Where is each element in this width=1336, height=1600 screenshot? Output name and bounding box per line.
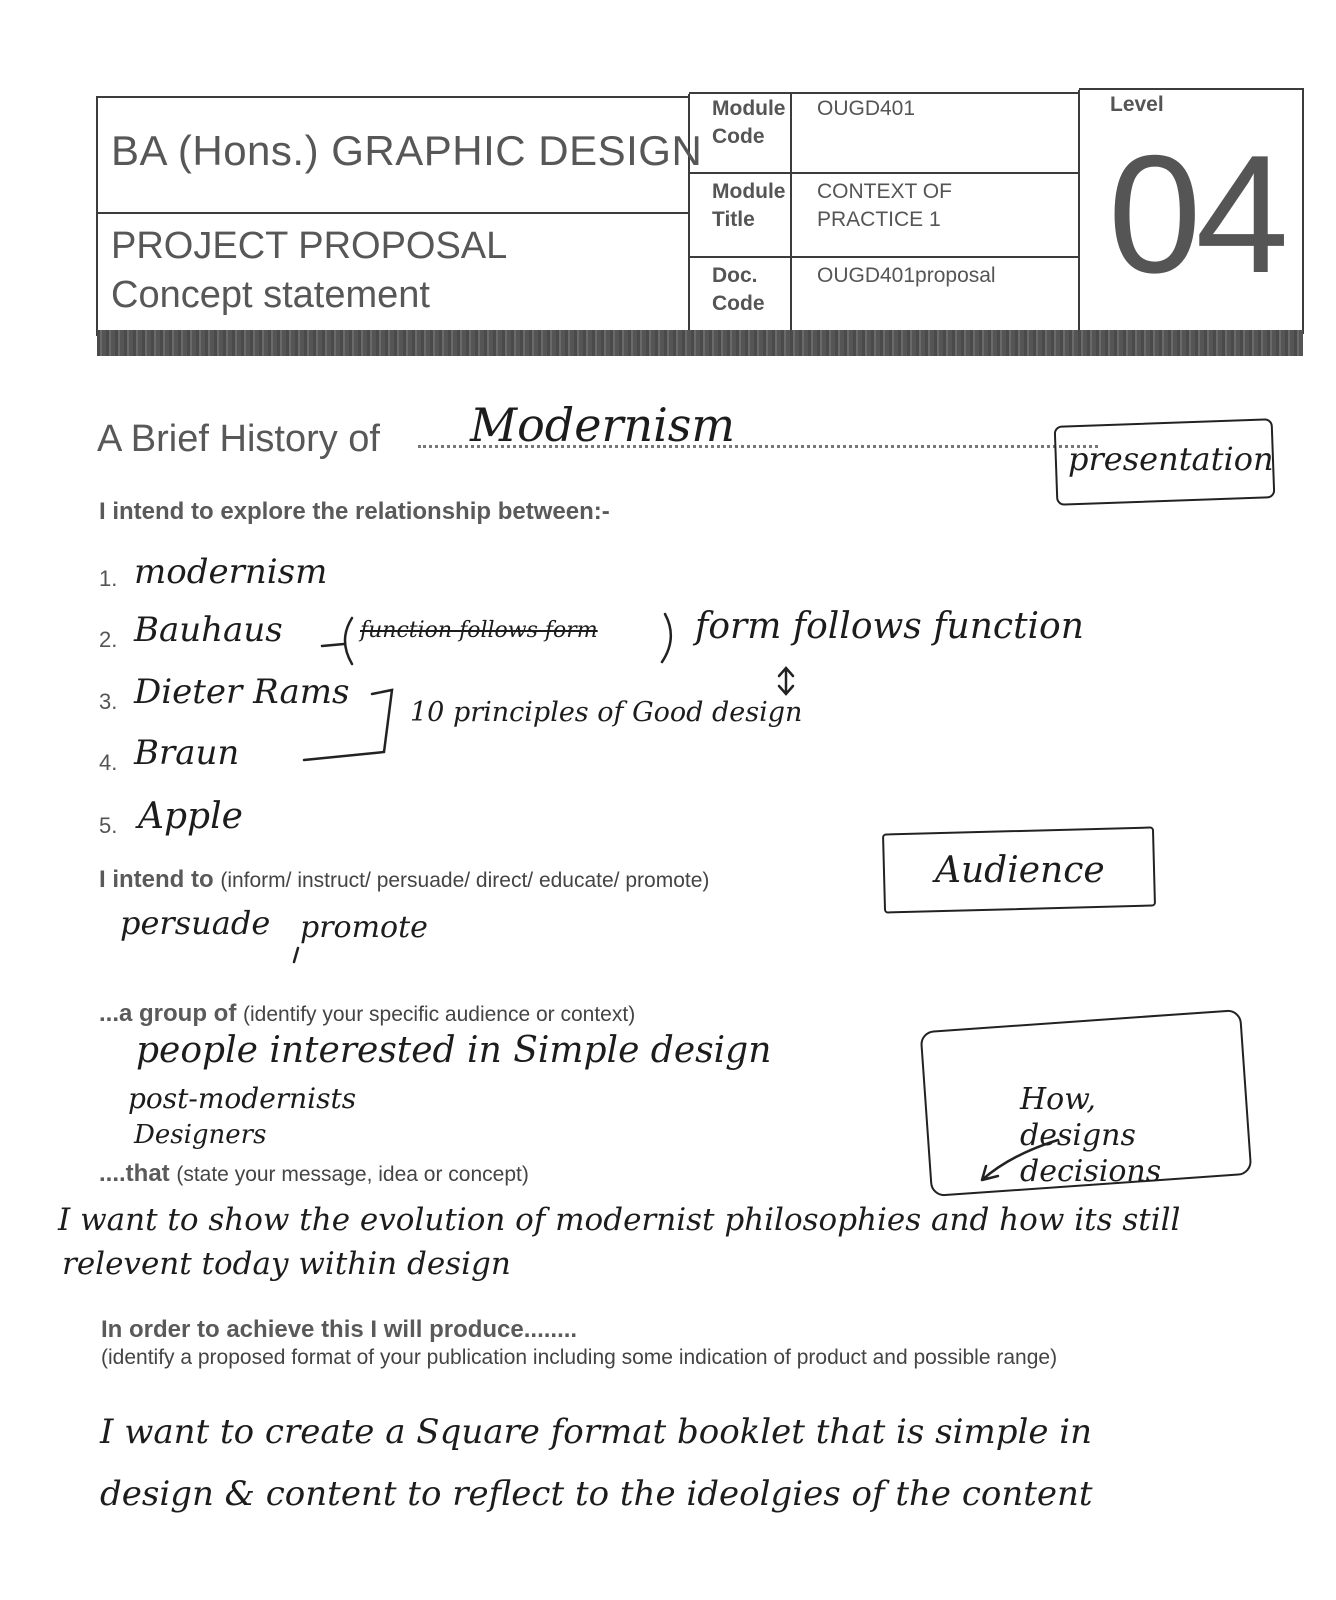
- module-title-label: Module Title: [712, 180, 786, 231]
- updown-arrow: [779, 668, 793, 694]
- intend-label: [99, 866, 709, 894]
- close-paren: [662, 614, 671, 662]
- bauhaus-note: form follows function: [695, 606, 1084, 647]
- that-hint: (state your message, idea or concept): [176, 1163, 529, 1186]
- open-paren: [345, 618, 352, 664]
- table-border-right: [1302, 88, 1304, 334]
- intend-options: (inform/ instruct/ persuade/ direct/ educate/ promote): [220, 869, 710, 892]
- doc-type-title: [111, 222, 507, 320]
- level-label: Level: [1110, 93, 1164, 116]
- level-number: 04: [1108, 120, 1283, 308]
- header-bottom-bar: [97, 330, 1303, 356]
- bauhaus-dash: [322, 644, 344, 646]
- presentation-note: presentation: [1068, 440, 1274, 478]
- doc-type: PROJECT PROPOSAL: [111, 225, 508, 267]
- table-divider-v3: [1078, 90, 1080, 332]
- table-border-left: [96, 96, 98, 336]
- explore-label: I intend to explore the relationship between:-: [99, 498, 610, 525]
- group-label: [99, 1000, 635, 1028]
- program-title: BA (Hons.) GRAPHIC DESIGN: [111, 127, 703, 174]
- explore-item-1: modernism: [134, 552, 328, 592]
- produce-answer-line-2: design & content to reflect to the ideolgies of the content: [100, 1474, 1093, 1514]
- doc-subtype: Concept statement: [111, 274, 430, 316]
- rams-braun-note: 10 principles of Good design: [410, 697, 803, 728]
- produce-label: In order to achieve this I will produce........: [101, 1316, 578, 1343]
- explore-num-3: 3.: [99, 689, 118, 714]
- comma-mark: [294, 948, 298, 962]
- brief-topic-handwritten: Modernism: [470, 398, 736, 452]
- explore-num-5: 5.: [99, 813, 118, 838]
- doc-code-label: Doc. Code: [712, 264, 765, 315]
- group-answer-3: Designers: [134, 1120, 267, 1150]
- table-border-top-left: [97, 96, 689, 98]
- struck-through-note: function follows form: [360, 618, 598, 643]
- explore-item-3: Dieter Rams: [134, 672, 350, 712]
- group-hint: (identify your specific audience or context): [243, 1003, 636, 1026]
- table-divider-h1: [689, 172, 1079, 174]
- that-answer-line-2: relevent today within design: [62, 1246, 511, 1282]
- module-code-label: Module Code: [712, 97, 786, 148]
- group-answer-2: post-modernists: [128, 1082, 357, 1115]
- table-border-top-mid: [689, 92, 1079, 94]
- decisions-note: How, designs decisions: [1020, 1082, 1162, 1189]
- group-label-text: ...a group of: [99, 1000, 237, 1027]
- produce-hint: (identify a proposed format of your publication including some indication of product and possible range): [101, 1346, 1058, 1369]
- brief-history-prefix: A Brief History of: [97, 418, 380, 460]
- table-divider-h-left: [97, 212, 689, 214]
- produce-answer-line-1: I want to create a Square format booklet that is simple in: [100, 1412, 1093, 1452]
- that-answer-line-1: I want to show the evolution of modernist philosophies and how its still: [58, 1202, 1181, 1238]
- explore-item-5: Apple: [138, 796, 243, 837]
- table-divider-h2: [689, 256, 1079, 258]
- intend-label-text: I intend to: [99, 866, 214, 893]
- that-label: [99, 1160, 529, 1188]
- explore-num-4: 4.: [99, 750, 118, 775]
- module-title-value: CONTEXT OF PRACTICE 1: [817, 180, 952, 231]
- explore-item-2: Bauhaus: [134, 610, 283, 650]
- intend-answer-b: promote: [300, 910, 428, 945]
- intend-answer-a: persuade: [120, 904, 271, 942]
- group-answer-1: people interested in Simple design: [136, 1030, 772, 1071]
- explore-item-4: Braun: [134, 733, 240, 773]
- audience-note: Audience: [935, 850, 1105, 891]
- explore-num-2: 2.: [99, 627, 118, 652]
- module-code-value: OUGD401: [817, 97, 916, 120]
- table-border-top-right: [1079, 88, 1303, 90]
- doc-code-value: OUGD401proposal: [817, 264, 996, 287]
- explore-num-1: 1.: [99, 566, 118, 591]
- that-label-text: ....that: [99, 1160, 170, 1187]
